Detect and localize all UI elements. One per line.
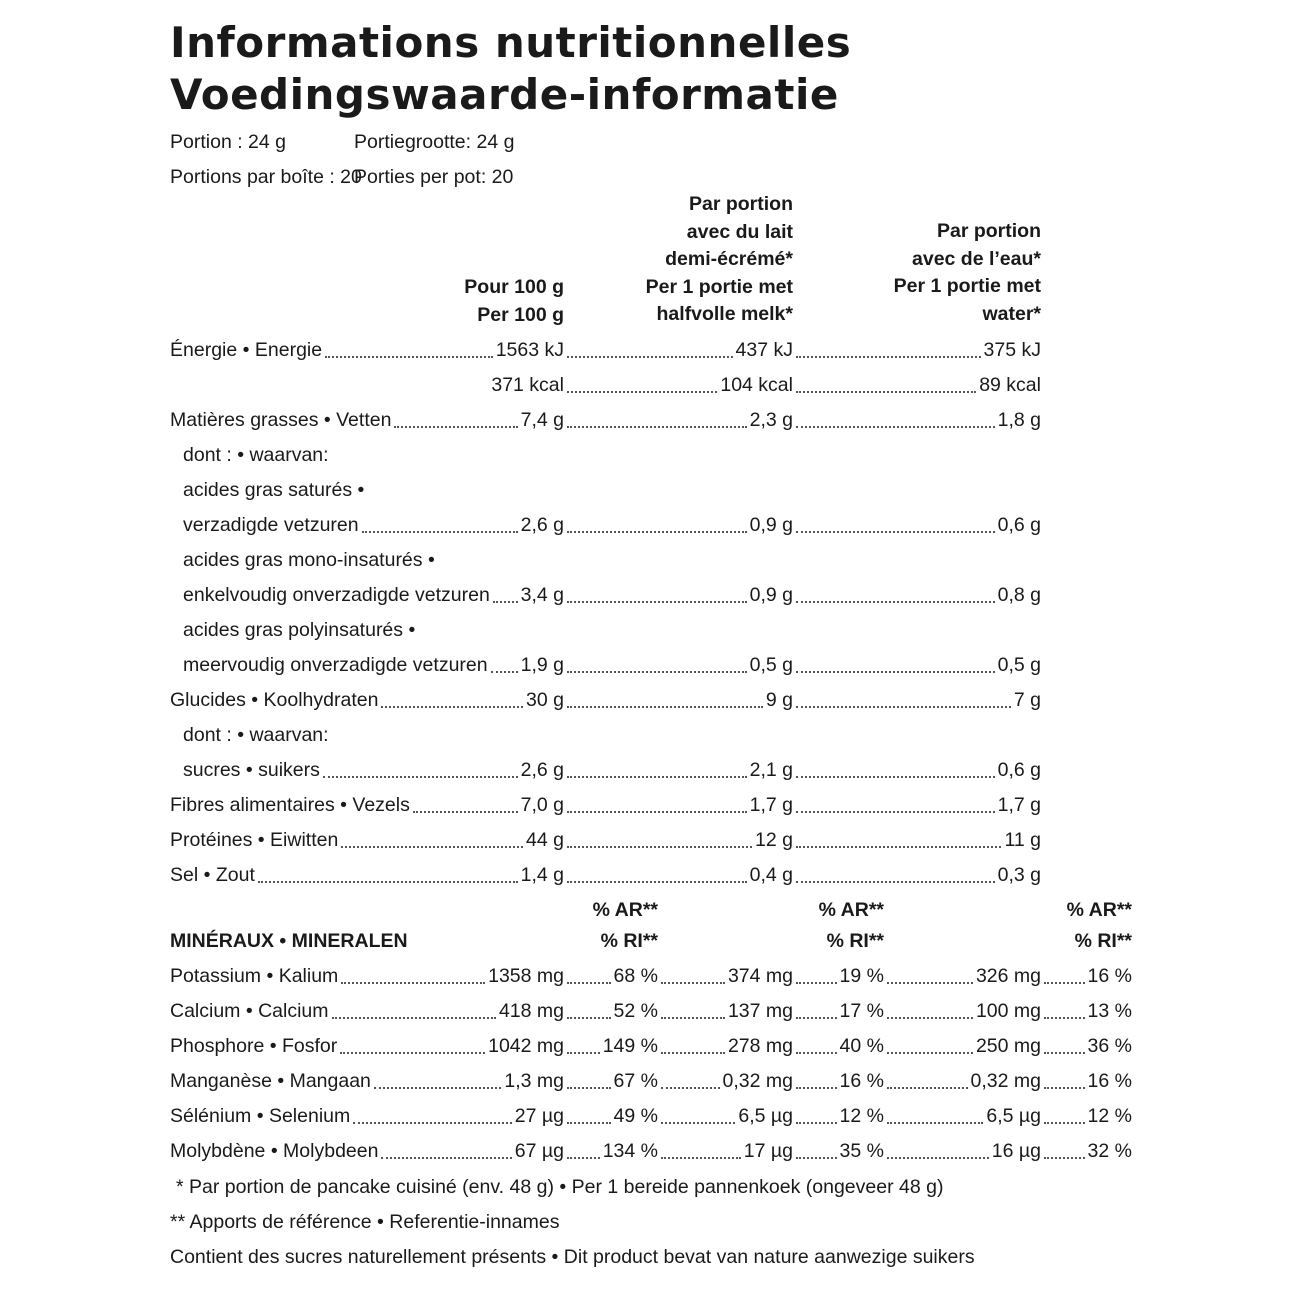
mineral-value: 149 %: [602, 1035, 658, 1057]
column-header-line: demi-écrémé*: [665, 248, 793, 271]
dot-leader: [353, 1122, 512, 1124]
dot-leader: [567, 1017, 611, 1019]
dot-leader: [661, 1087, 720, 1089]
dot-leader: [340, 1052, 485, 1054]
dot-leader: [796, 426, 995, 428]
mineral-value: 250 mg: [975, 1035, 1041, 1057]
mineral-value: 68 %: [613, 965, 658, 987]
dot-leader: [661, 1122, 735, 1124]
nutrient-label: meervoudig onverzadigde vetzuren: [183, 654, 488, 676]
nutrient-value: 11 g: [1004, 829, 1041, 851]
mineral-value: 418 mg: [498, 1000, 564, 1022]
mineral-value: 16 %: [839, 1070, 884, 1092]
nutrient-value: 7 g: [1013, 689, 1041, 711]
dot-leader: [887, 1122, 983, 1124]
nutrient-value: 375 kJ: [983, 339, 1041, 361]
dot-leader: [661, 1017, 725, 1019]
mineral-value: 16 %: [1087, 1070, 1132, 1092]
dot-leader: [332, 1017, 496, 1019]
dot-leader: [374, 1087, 501, 1089]
nutrient-value: 0,5 g: [749, 654, 793, 676]
dot-leader: [567, 1052, 600, 1054]
mineral-value: 17 µg: [743, 1140, 793, 1162]
dot-leader: [796, 811, 995, 813]
dot-leader: [493, 601, 518, 603]
dot-leader: [1044, 1052, 1085, 1054]
servings-per-box-fr: Portions par boîte : 20: [170, 166, 362, 188]
column-header-line: Pour 100 g: [464, 276, 564, 298]
nutrient-value: 12 g: [755, 829, 793, 851]
nutrient-value: 371 kcal: [491, 374, 564, 396]
nutrient-label: Protéines • Eiwitten: [170, 829, 339, 851]
nutrient-value: 104 kcal: [720, 374, 793, 396]
dot-leader: [567, 391, 717, 393]
nutrient-value: 1,7 g: [749, 794, 793, 816]
dot-leader: [567, 426, 747, 428]
mineral-value: 1358 mg: [488, 965, 564, 987]
nutrient-value: 3,4 g: [520, 584, 564, 606]
ri-label: % RI**: [600, 930, 658, 952]
nutrient-value: 30 g: [526, 689, 564, 711]
nutrient-label: Matières grasses • Vetten: [170, 409, 392, 431]
dot-leader: [491, 671, 518, 673]
mineral-value: 0,32 mg: [970, 1070, 1041, 1092]
nutrient-value: 2,1 g: [749, 759, 793, 781]
dot-leader: [381, 1157, 511, 1159]
dot-leader: [796, 706, 1011, 708]
mineral-value: 12 %: [1087, 1105, 1132, 1127]
mineral-value: 67 µg: [514, 1140, 564, 1162]
title-french: Informations nutritionnelles: [170, 18, 852, 67]
dot-leader: [661, 982, 725, 984]
dot-leader: [1044, 1122, 1085, 1124]
dot-leader: [796, 1122, 837, 1124]
title-dutch: Voedingswaarde-informatie: [170, 70, 839, 119]
mineral-value: 16 µg: [991, 1140, 1041, 1162]
nutrient-value: 2,3 g: [749, 409, 793, 431]
mineral-value: 6,5 µg: [738, 1105, 793, 1127]
mineral-value: 134 %: [602, 1140, 658, 1162]
dot-leader: [796, 776, 995, 778]
nutrient-label: dont : • waarvan:: [183, 724, 329, 746]
mineral-value: 0,32 mg: [722, 1070, 793, 1092]
nutrient-value: 2,6 g: [520, 759, 564, 781]
dot-leader: [796, 1017, 837, 1019]
nutrient-label: Fibres alimentaires • Vezels: [170, 794, 410, 816]
column-header-milk: [646, 191, 793, 329]
nutrient-value: 89 kcal: [979, 374, 1041, 396]
mineral-value: 100 mg: [975, 1000, 1041, 1022]
footnote-portion: * Par portion de pancake cuisiné (env. 48 g) • Per 1 bereide pannenkoek (ongeveer 48 g): [176, 1176, 944, 1198]
column-header-line: Par portion: [688, 193, 793, 215]
dot-leader: [567, 776, 747, 778]
nutrient-value: 0,4 g: [749, 864, 793, 886]
mineral-value: 12 %: [839, 1105, 884, 1127]
mineral-value: 27 µg: [514, 1105, 564, 1127]
nutrient-label: enkelvoudig onverzadigde vetzuren: [183, 584, 490, 606]
mineral-value: 1042 mg: [488, 1035, 564, 1057]
dot-leader: [567, 1087, 611, 1089]
mineral-value: 19 %: [839, 965, 884, 987]
dot-leader: [887, 1052, 973, 1054]
dot-leader: [323, 776, 518, 778]
nutrient-value: 1,9 g: [520, 654, 564, 676]
dot-leader: [567, 881, 747, 883]
dot-leader: [796, 1052, 837, 1054]
mineral-value: 326 mg: [975, 965, 1041, 987]
nutrient-value: 0,5 g: [997, 654, 1041, 676]
dot-leader: [887, 1017, 973, 1019]
mineral-label: Manganèse • Mangaan: [170, 1070, 371, 1092]
nutrient-label: acides gras mono-insaturés •: [183, 549, 435, 571]
dot-leader: [661, 1052, 725, 1054]
footnote-reference-intakes: ** Apports de référence • Referentie-innames: [170, 1211, 560, 1233]
dot-leader: [661, 1157, 741, 1159]
nutrient-label: Sel • Zout: [170, 864, 255, 886]
ar-label: % AR**: [592, 899, 658, 921]
column-header-line: Per 1 portie met: [645, 275, 793, 298]
column-header-line: Par portion: [936, 220, 1041, 242]
nutrient-label: acides gras saturés •: [183, 479, 365, 501]
nutrient-value: 0,9 g: [749, 514, 793, 536]
dot-leader: [796, 531, 995, 533]
dot-leader: [796, 601, 995, 603]
dot-leader: [258, 881, 518, 883]
mineral-value: 13 %: [1087, 1000, 1132, 1022]
column-header-water: [894, 218, 1041, 328]
dot-leader: [796, 391, 976, 393]
nutrient-label: acides gras polyinsaturés •: [183, 619, 416, 641]
column-header-line: Per 100 g: [477, 303, 564, 326]
dot-leader: [413, 811, 518, 813]
dot-leader: [381, 706, 523, 708]
column-header-line: water*: [982, 302, 1041, 325]
footnote-natural-sugars: Contient des sucres naturellement présents • Dit product bevat van nature aanwezige suikers: [170, 1246, 975, 1268]
nutrient-value: 9 g: [765, 689, 793, 711]
nutrient-value: 1,4 g: [520, 864, 564, 886]
portion-size-nl: Portiegrootte: 24 g: [354, 131, 515, 153]
dot-leader: [1044, 982, 1085, 984]
dot-leader: [341, 846, 523, 848]
dot-leader: [567, 531, 747, 533]
mineral-value: 40 %: [839, 1035, 884, 1057]
column-header-line: avec de l’eau*: [912, 247, 1041, 270]
nutrient-value: 437 kJ: [735, 339, 793, 361]
mineral-value: 278 mg: [727, 1035, 793, 1057]
nutrient-label: verzadigde vetzuren: [183, 514, 359, 536]
mineral-value: 6,5 µg: [986, 1105, 1041, 1127]
dot-leader: [796, 881, 995, 883]
column-header-line: halfvolle melk*: [656, 303, 793, 326]
dot-leader: [567, 601, 747, 603]
mineral-value: 16 %: [1087, 965, 1132, 987]
mineral-value: 32 %: [1087, 1140, 1132, 1162]
dot-leader: [796, 1157, 837, 1159]
nutrient-value: 1,8 g: [997, 409, 1041, 431]
dot-leader: [887, 982, 973, 984]
nutrient-value: 2,6 g: [520, 514, 564, 536]
mineral-value: 137 mg: [727, 1000, 793, 1022]
mineral-value: 49 %: [613, 1105, 658, 1127]
ar-label: % AR**: [1066, 899, 1132, 921]
nutrient-value: 0,3 g: [997, 864, 1041, 886]
dot-leader: [887, 1087, 968, 1089]
dot-leader: [341, 982, 485, 984]
nutrient-value: 7,4 g: [520, 409, 564, 431]
ar-label: % AR**: [818, 899, 884, 921]
ri-label: % RI**: [826, 930, 884, 952]
dot-leader: [567, 846, 752, 848]
dot-leader: [567, 706, 763, 708]
mineral-label: Molybdène • Molybdeen: [170, 1140, 379, 1162]
dot-leader: [362, 531, 518, 533]
dot-leader: [567, 1157, 600, 1159]
mineral-value: 374 mg: [727, 965, 793, 987]
mineral-value: 35 %: [839, 1140, 884, 1162]
nutrient-value: 7,0 g: [520, 794, 564, 816]
servings-per-box-nl: Porties per pot: 20: [354, 166, 514, 188]
dot-leader: [567, 982, 611, 984]
mineral-value: 36 %: [1087, 1035, 1132, 1057]
dot-leader: [567, 671, 747, 673]
dot-leader: [1044, 1157, 1085, 1159]
portion-size-fr: Portion : 24 g: [170, 131, 286, 153]
mineral-label: Calcium • Calcium: [170, 1000, 329, 1022]
dot-leader: [567, 811, 747, 813]
mineral-label: Phosphore • Fosfor: [170, 1035, 338, 1057]
dot-leader: [796, 982, 837, 984]
nutrient-value: 0,6 g: [997, 514, 1041, 536]
column-header-per-100g: [464, 274, 564, 329]
nutrient-value: 1,7 g: [997, 794, 1041, 816]
mineral-value: 1,3 mg: [504, 1070, 564, 1092]
dot-leader: [1044, 1017, 1085, 1019]
nutrient-value: 0,8 g: [997, 584, 1041, 606]
mineral-label: Potassium • Kalium: [170, 965, 339, 987]
nutrient-value: 0,6 g: [997, 759, 1041, 781]
dot-leader: [796, 846, 1001, 848]
dot-leader: [887, 1157, 989, 1159]
nutrient-label: sucres • suikers: [183, 759, 320, 781]
nutrient-value: 44 g: [526, 829, 564, 851]
dot-leader: [325, 356, 493, 358]
nutrient-value: 1563 kJ: [495, 339, 564, 361]
column-header-line: avec du lait: [686, 220, 793, 243]
dot-leader: [796, 1087, 837, 1089]
mineral-value: 67 %: [613, 1070, 658, 1092]
dot-leader: [796, 671, 995, 673]
nutrient-label: Glucides • Koolhydraten: [170, 689, 379, 711]
dot-leader: [567, 1122, 611, 1124]
ri-label: % RI**: [1074, 930, 1132, 952]
dot-leader: [1044, 1087, 1085, 1089]
mineral-value: 52 %: [613, 1000, 658, 1022]
mineral-value: 17 %: [839, 1000, 884, 1022]
dot-leader: [796, 356, 981, 358]
dot-leader: [567, 356, 733, 358]
nutrient-label: dont : • waarvan:: [183, 444, 329, 466]
column-header-line: Per 1 portie met: [893, 275, 1041, 298]
dot-leader: [394, 426, 517, 428]
minerals-header: MINÉRAUX • MINERALEN: [170, 930, 408, 952]
mineral-label: Sélénium • Selenium: [170, 1105, 351, 1127]
nutrient-value: 0,9 g: [749, 584, 793, 606]
nutrient-label: Énergie • Energie: [170, 339, 323, 361]
